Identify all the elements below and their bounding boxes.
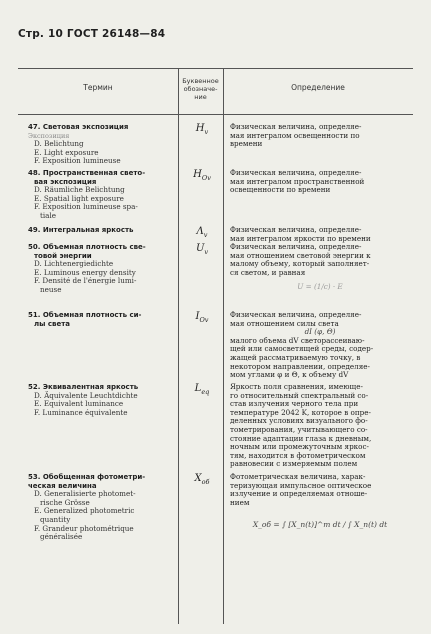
terms-table: [18, 68, 413, 624]
symbol-cell: $H_{Ov}$: [193, 169, 211, 182]
term-cell: 50. Объемная плотность све- товой энергии D. Lichtenergiedichte E. Luminous energy density F. Densité de l'énergie lumi- neuse: [28, 243, 146, 294]
symbol-cell: $X_{об}$: [194, 473, 210, 486]
column-header-definition: Определение: [291, 83, 345, 92]
definition-cell: Физическая величина, определяе- мая интегралом яркости по времени: [230, 225, 371, 243]
generalized-quantity-formula: X_об = ∫ [X_n(t)]^m dt / ∫ X_n(t) dt: [252, 520, 388, 530]
table-top-rule: [18, 68, 413, 69]
term-cell: 51. Объемная плотность си- лы света: [28, 311, 142, 328]
column-divider-1: [178, 68, 179, 624]
definition-cell: Яркость поля сравнения, имеюще- го относительный спектральный со- став излучения черного тела при температуре 2042 K, которое в опре- деленных условиях визуального фо- тометрирования, учитывающего со- стояние адаптации глаза к дневным, ночным или промежуточным яркос- тям, находится в фотометрическом равновесии с измеряемым полем: [230, 382, 372, 469]
definition-cell: Физическая величина, определяе- мая отношением световой энергии к малому объему, который заполняет- ся светом, и равная U = (1/c) · E: [230, 243, 410, 292]
column-header-symbol: Буквенное обозначе- ние: [182, 77, 219, 101]
column-divider-2: [223, 68, 224, 624]
page-header: Стр. 10 ГОСТ 26148—84: [18, 28, 166, 40]
term-cell: 47. Световая экспозиция Экспозиция D. Belichtung E. Light exposure F. Exposition lumineuse: [28, 123, 129, 166]
term-cell: 48. Пространственная свето- вая экспозиция D. Räumliche Belichtung E. Spatial light exposure F. Exposition lumineuse spa- tiale: [28, 169, 146, 220]
symbol-cell: $I_{Ov}$: [195, 311, 209, 324]
column-header-term: Термин: [83, 83, 113, 92]
symbol-cell: $L_{eq}$: [194, 383, 210, 396]
definition-cell: Физическая величина, определяе- мая интегралом освещенности по времени: [230, 122, 362, 149]
definition-cell: Фотометрическая величина, харак- теризующая импульсное оптическое излучение и определяемая отноше- нием X_об = ∫ [X_n(t)]^m dt / ∫ X_n(t) dt: [230, 473, 410, 530]
symbol-cell: $U_v$: [195, 243, 209, 256]
definition-cell: Физическая величина, определяе- мая интегралом пространственной освещенности по времени: [230, 168, 365, 195]
term-cell: 49. Интегральная яркость: [28, 226, 134, 234]
symbol-cell: $\Lambda_v$: [196, 226, 208, 239]
table-header-rule: [18, 114, 413, 115]
term-cell: 52. Эквивалентная яркость D. Äquivalente Leuchtdichte E. Equivalent luminance F. Luminance équivalente: [28, 383, 139, 417]
symbol-cell: $H_v$: [195, 123, 209, 136]
definition-cell: Физическая величина, определяе- мая отношением силы света dI (φ, Θ) малого объема dV светорассеиваю- щей или самосветящей среды, содер- жащей рассматриваемую точку, в некотором направлении, определяе- мом углами φ и Θ, к объему dV: [230, 310, 374, 380]
term-cell: 53. Обобщенная фотометри- ческая величина D. Generalisierte photomet- rische Grösse E. Generalized photometric quantity F. Grandeur photométrique généralisée: [28, 473, 146, 542]
energy-density-formula: U = (1/c) · E: [297, 282, 343, 292]
